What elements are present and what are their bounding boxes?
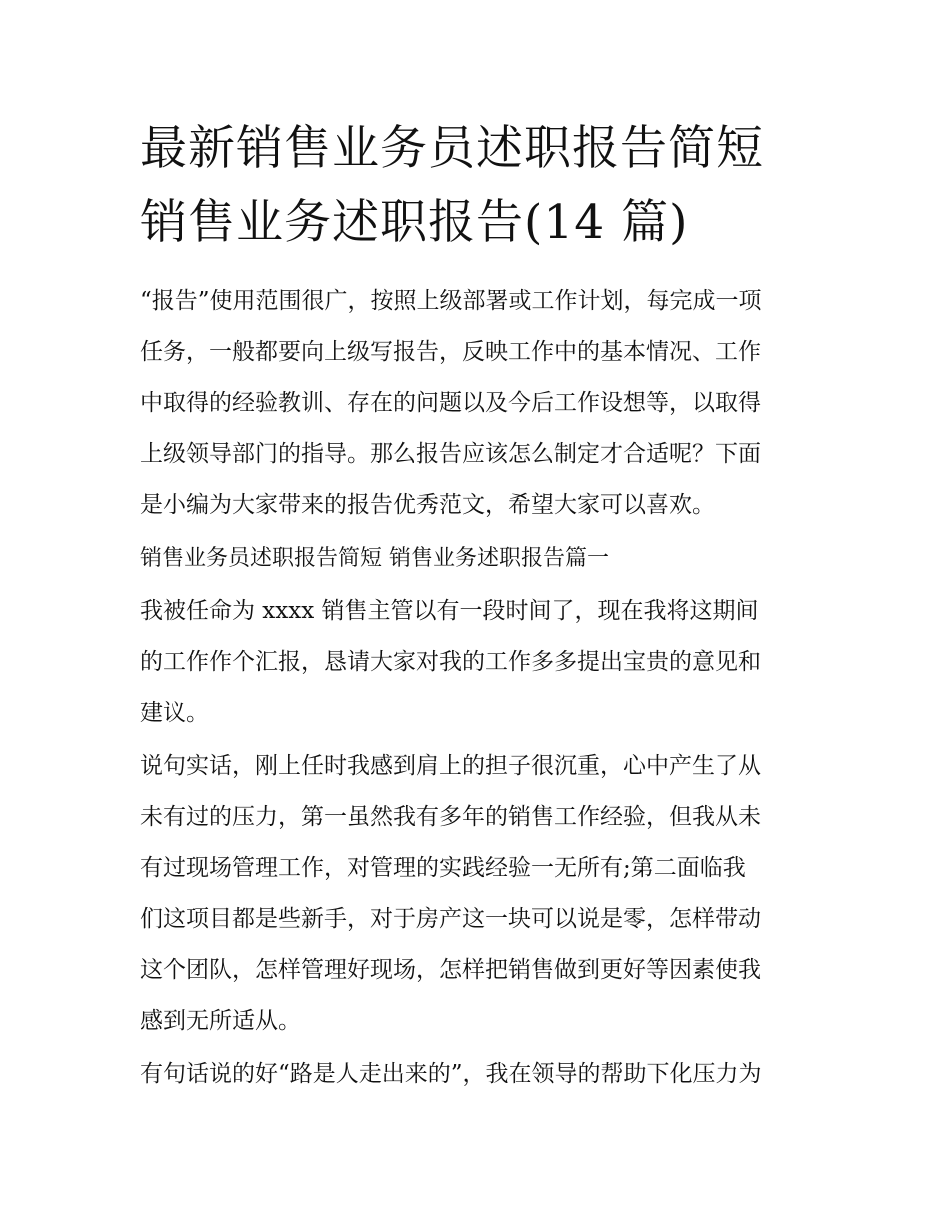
text-line: 我被任命为 xxxx 销售主管以有一段时间了，现在我将这期间 <box>140 598 759 624</box>
text-line: 建议。 <box>140 700 209 726</box>
document-title <box>140 112 830 260</box>
text-line: 上级领导部门的指导。那么报告应该怎么制定才合适呢？下面 <box>140 441 761 467</box>
title-line-2: 销售业务述职报告(14 篇) <box>140 195 689 250</box>
title-line-1: 最新销售业务员述职报告简短 <box>140 121 764 176</box>
section-heading: 销售业务员述职报告简短 销售业务述职报告篇一 <box>140 546 609 571</box>
document-body <box>140 276 820 1102</box>
text-line: 的工作作个汇报，恳请大家对我的工作多多提出宝贵的意见和 <box>140 649 761 675</box>
text-line: 说句实话，刚上任时我感到肩上的担子很沉重，心中产生了从 <box>140 753 761 779</box>
text-line: 未有过的压力，第一虽然我有多年的销售工作经验，但我从未 <box>140 804 761 830</box>
text-line: 们这项目都是些新手，对于房产这一块可以说是零，怎样带动 <box>140 906 761 932</box>
body-paragraph-2 <box>140 741 820 1047</box>
body-paragraph-3 <box>140 1049 820 1100</box>
text-line: 任务，一般都要向上级写报告，反映工作中的基本情况、工作 <box>140 339 761 365</box>
body-paragraph-1 <box>140 586 820 739</box>
text-line: “报告”使用范围很广，按照上级部署或工作计划，每完成一项 <box>140 288 762 314</box>
text-line: 这个团队，怎样管理好现场，怎样把销售做到更好等因素使我 <box>140 957 761 983</box>
text-line: 有句话说的好“路是人走出来的”，我在领导的帮助下化压力为 <box>140 1061 762 1087</box>
text-line: 有过现场管理工作，对管理的实践经验一无所有;第二面临我 <box>140 855 746 881</box>
text-line: 感到无所适从。 <box>140 1008 301 1034</box>
text-line: 中取得的经验教训、存在的问题以及今后工作设想等，以取得 <box>140 390 761 416</box>
intro-paragraph <box>140 276 820 531</box>
text-line: 是小编为大家带来的报告优秀范文，希望大家可以喜欢。 <box>140 492 715 518</box>
